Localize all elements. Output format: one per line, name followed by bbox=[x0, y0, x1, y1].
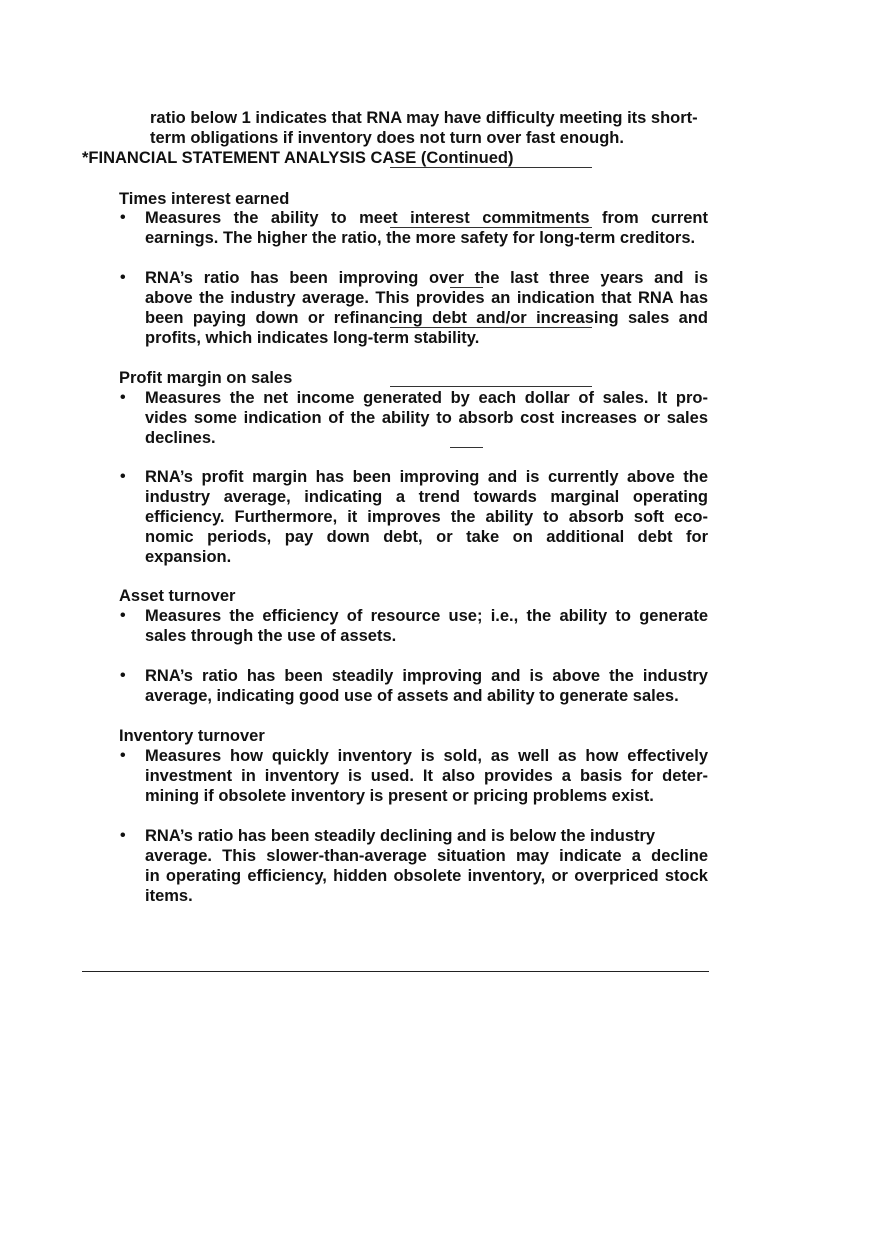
annotation-underline bbox=[390, 327, 592, 328]
section-heading-inventory-turnover: Inventory turnover bbox=[119, 727, 265, 745]
footer-rule bbox=[82, 971, 709, 972]
paragraph-line: declines. bbox=[145, 429, 216, 447]
annotation-underline bbox=[450, 287, 483, 288]
annotation-underline bbox=[450, 447, 483, 448]
paragraph-line: above the industry average. This provides an indication that RNA has bbox=[145, 289, 708, 307]
paragraph-line: efficiency. Furthermore, it improves the ability to absorb soft eco- bbox=[145, 508, 708, 526]
paragraph-line: RNA’s ratio has been steadily improving and is above the industry bbox=[145, 667, 708, 685]
case-title-underline bbox=[390, 167, 592, 168]
section-heading-times-interest-earned: Times interest earned bbox=[119, 190, 290, 208]
paragraph-line: average. This slower-than-average situation may indicate a decline bbox=[145, 847, 708, 865]
paragraph-line: Measures the efficiency of resource use; i.e., the ability to generate bbox=[145, 607, 708, 625]
intro-line-1: ratio below 1 indicates that RNA may have difficulty meeting its short- bbox=[150, 109, 698, 127]
paragraph-line: in operating efficiency, hidden obsolete inventory, or overpriced stock bbox=[145, 867, 708, 885]
bullet-marker: • bbox=[120, 827, 126, 844]
bullet-marker: • bbox=[120, 209, 126, 226]
section-heading-profit-margin: Profit margin on sales bbox=[119, 369, 293, 387]
bullet-marker: • bbox=[120, 607, 126, 624]
annotation-underline bbox=[390, 227, 592, 228]
paragraph-line: nomic periods, pay down debt, or take on additional debt for bbox=[145, 528, 708, 546]
paragraph-line: vides some indication of the ability to absorb cost increases or sales bbox=[145, 409, 708, 427]
paragraph-line: RNA’s ratio has been improving over the last three years and is bbox=[145, 269, 708, 287]
paragraph-line: mining if obsolete inventory is present or pricing problems exist. bbox=[145, 787, 654, 805]
bullet-marker: • bbox=[120, 389, 126, 406]
bullet-marker: • bbox=[120, 747, 126, 764]
case-title: *FINANCIAL STATEMENT ANALYSIS CASE (Continued) bbox=[82, 149, 514, 167]
paragraph-line: been paying down or refinancing debt and/or increasing sales and bbox=[145, 309, 708, 327]
bullet-marker: • bbox=[120, 468, 126, 485]
paragraph-line: items. bbox=[145, 887, 193, 905]
paragraph-line: sales through the use of assets. bbox=[145, 627, 397, 645]
paragraph-line: expansion. bbox=[145, 548, 232, 566]
paragraph-line: Measures the net income generated by each dollar of sales. It pro- bbox=[145, 389, 708, 407]
paragraph-line: Measures how quickly inventory is sold, as well as how effectively bbox=[145, 747, 708, 765]
paragraph-line: RNA’s profit margin has been improving and is currently above the bbox=[145, 468, 708, 486]
paragraph-line: earnings. The higher the ratio, the more safety for long-term creditors. bbox=[145, 229, 696, 247]
bullet-marker: • bbox=[120, 269, 126, 286]
paragraph-line: RNA’s ratio has been steadily declining and is below the industry bbox=[145, 827, 656, 845]
paragraph-line: profits, which indicates long-term stability. bbox=[145, 329, 480, 347]
paragraph-line: Measures the ability to meet interest commitments from current bbox=[145, 209, 708, 227]
intro-line-2: term obligations if inventory does not turn over fast enough. bbox=[150, 129, 624, 147]
section-heading-asset-turnover: Asset turnover bbox=[119, 587, 236, 605]
paragraph-line: industry average, indicating a trend towards marginal operating bbox=[145, 488, 708, 506]
bullet-marker: • bbox=[120, 667, 126, 684]
annotation-underline bbox=[390, 386, 592, 387]
paragraph-line: investment in inventory is used. It also provides a basis for deter- bbox=[145, 767, 708, 785]
paragraph-line: average, indicating good use of assets and ability to generate sales. bbox=[145, 687, 679, 705]
